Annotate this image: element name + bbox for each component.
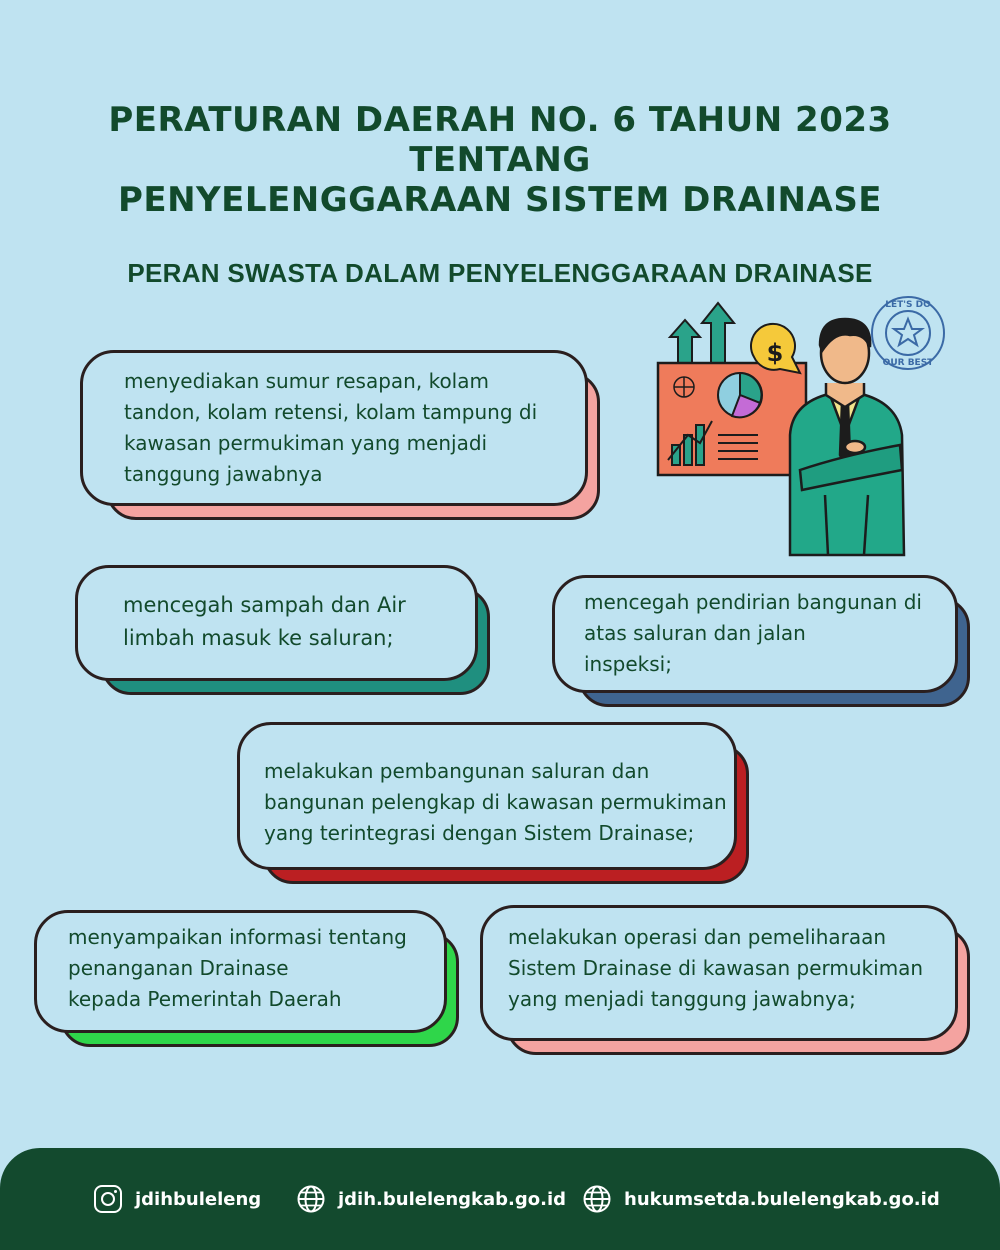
businessman-icon <box>790 319 904 555</box>
card-6-text: melakukan operasi dan pemeliharaan Sistem Drainase di kawasan permukiman yang menjadi tanggung jawabnya; <box>508 925 924 1011</box>
compass-icon <box>674 377 694 397</box>
illustration <box>650 295 960 560</box>
card-3-text: mencegah pendirian bangunan di atas saluran dan jalan inspeksi; <box>584 590 922 676</box>
footer-instagram[interactable] <box>93 1184 261 1214</box>
arrow-up-icon <box>670 303 734 363</box>
page-title <box>0 100 1000 220</box>
badge-text-bottom: OUR BEST <box>882 358 934 368</box>
card-1 <box>80 350 600 520</box>
footer-instagram-label: jdihbuleleng <box>135 1188 262 1210</box>
instagram-icon <box>93 1184 123 1214</box>
globe-icon <box>296 1184 326 1214</box>
card-5 <box>34 910 459 1047</box>
card-2-text: mencegah sampah dan Air limbah masuk ke saluran; <box>123 593 406 650</box>
footer-website-2-label: hukumsetda.bulelengkab.go.id <box>624 1188 940 1210</box>
footer-website-1-label: jdih.bulelengkab.go.id <box>338 1188 567 1210</box>
footer-website-1[interactable] <box>296 1184 566 1214</box>
card-4-text: melakukan pembangunan saluran dan bangunan pelengkap di kawasan permukiman yang terintegrasi dengan Sistem Drainase; <box>264 759 727 845</box>
globe-icon <box>582 1184 612 1214</box>
subtitle: PERAN SWASTA DALAM PENYELENGGARAAN DRAINASE <box>127 258 873 288</box>
card-5-text: menyampaikan informasi tentang penanganan Drainase kepada Pemerintah Daerah <box>68 925 407 1011</box>
title-line-3: PENYELENGGARAAN SISTEM DRAINASE <box>117 180 883 220</box>
title-line-1: PERATURAN DAERAH NO. 6 TAHUN 2023 <box>108 100 892 140</box>
pie-chart-icon <box>718 373 762 417</box>
card-3 <box>552 575 970 707</box>
star-badge-icon <box>872 297 944 369</box>
footer-website-2[interactable] <box>582 1184 940 1214</box>
card-2 <box>75 565 490 695</box>
card-4 <box>237 722 749 884</box>
svg-text:$: $ <box>766 339 784 367</box>
card-6 <box>480 905 970 1055</box>
title-line-2: TENTANG <box>409 140 591 180</box>
card-1-text: menyediakan sumur resapan, kolam tandon, kolam retensi, kolam tampung di kawasan permukiman yang menjadi tanggung jawabnya <box>124 369 538 486</box>
badge-text-top: LET'S DO <box>885 300 931 310</box>
